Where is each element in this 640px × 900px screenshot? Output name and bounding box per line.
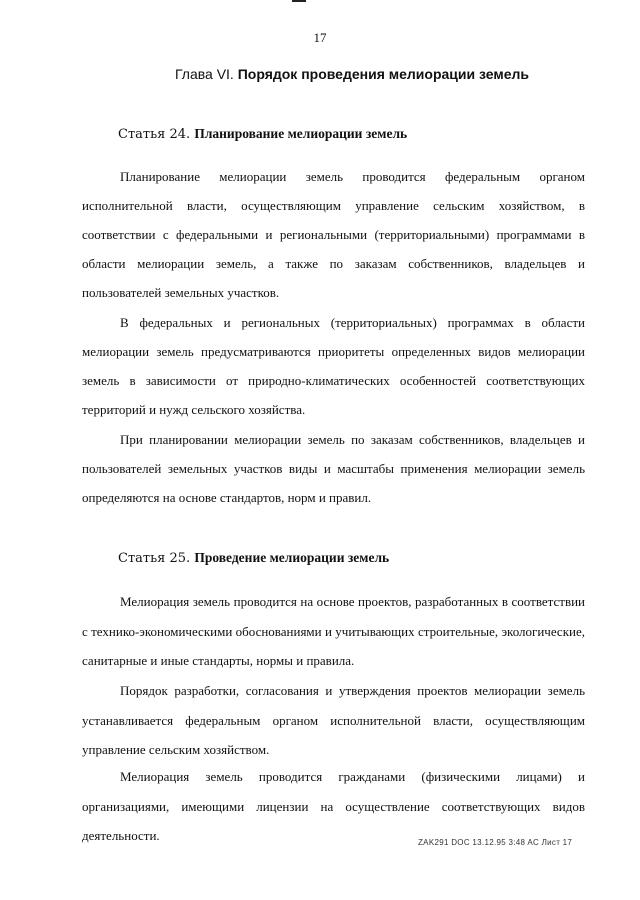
document-footer: ZAK291 DOC 13.12.95 3:48 AC Лист 17 [418,838,573,847]
chapter-prefix: Глава VI. [175,66,234,82]
article-25-paragraph-3: Мелиорация земель проводится гражданами (физическими лицами) и организациями, имеющими лицензии на осуществление соответствующих видов деятельности. [82,769,585,843]
page-number: 17 [313,30,327,45]
article-25-paragraph-1: Мелиорация земель проводится на основе проектов, разработанных в соответствии с технико-экономическими обоснованиями и учитывающих строительные, экологические, санитарные и иные стандарты, нормы и правила. [82,594,585,668]
article-24-paragraph-3: При планировании мелиорации земель по заказам собственников, владельцев и пользователей земельных участков виды и масштабы применения мелиорации земель определяются на основе стандартов, норм и правил. [82,432,585,505]
article-24-paragraph-2: В федеральных и региональных (территориальных) программах в области мелиорации земель предусматриваются приоритеты определенных видов мелиорации земель в зависимости от природно-климатических особенностей соответствующих территорий и нужд сельского хозяйства. [82,315,585,417]
article-25-title: Проведение мелиорации земель [194,550,390,565]
chapter-heading [175,66,529,82]
article-25-heading [118,550,389,566]
article-24-paragraph-1: Планирование мелиорации земель проводится федеральным органом исполнительной власти, осуществляющим управление сельским хозяйством, в соответствии с федеральными и региональными (территориальными) программами в области мелиорации земель, а также по заказам собственников, владельцев и пользователей земельных участков. [82,169,585,300]
top-mark [292,0,306,2]
article-25-paragraph-2: Порядок разработки, согласования и утверждения проектов мелиорации земель устанавливается федеральным органом исполнительной власти, осуществляющим управление сельским хозяйством. [82,683,585,757]
article-24-heading [118,126,407,142]
article-24-prefix: Статья 24. [118,127,191,142]
article-24-title: Планирование мелиорации земель [194,126,408,141]
chapter-title: Порядок проведения мелиорации земель [237,66,530,82]
article-25-prefix: Статья 25. [118,551,191,566]
